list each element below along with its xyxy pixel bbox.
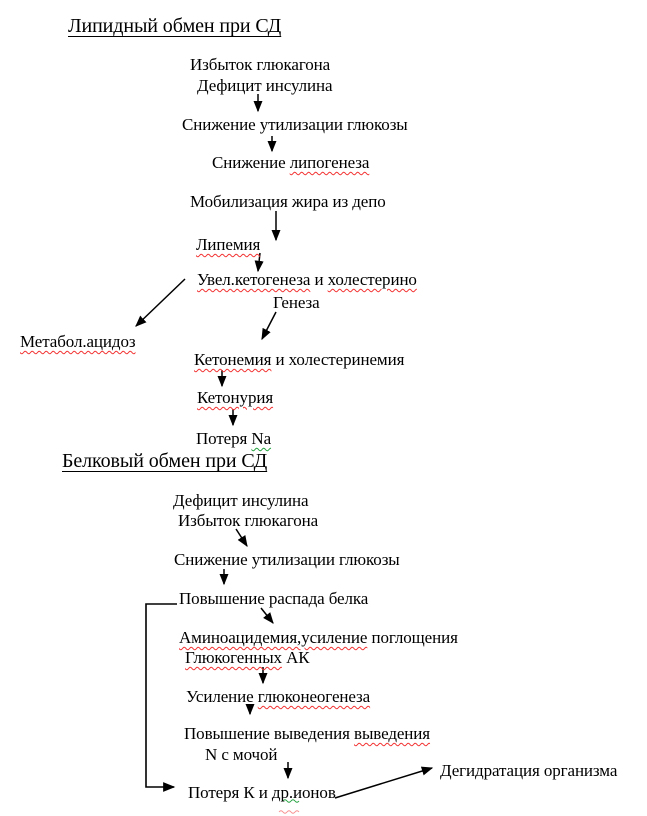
lipid-node-excess-glucagon: Избыток глюкагона — [190, 55, 331, 74]
arrow-lipemia-to-ketogenesis — [258, 253, 260, 271]
protein-node-glucose-utilization: Снижение утилизации глюкозы — [174, 550, 400, 569]
arrow-breakdown-to-aminoacidemia — [261, 608, 273, 623]
protein-node-glucogenic-ak — [185, 648, 310, 668]
spellcheck-squiggle-bottom-fragment — [279, 811, 299, 814]
ketonemia-rest-text: и холестеринемия — [271, 350, 405, 369]
na-loss-prefix: Потеря — [196, 429, 252, 448]
protein-section-title: Белковый обмен при СД — [62, 450, 268, 472]
ketonuria-misspelled-word: Кетонурия — [197, 388, 274, 407]
cholesterol-misspelled-word: холестерино — [327, 270, 417, 289]
lipid-node-ketonemia — [194, 350, 404, 370]
lipid-section-title: Липидный обмен при СД — [68, 15, 282, 37]
na-grammar-word: Na — [251, 429, 272, 448]
lipid-node-fat-mobilization: Мобилизация жира из депо — [190, 192, 386, 211]
ketogenesis-mid-text: и — [310, 270, 328, 289]
gluconeogenesis-prefix: Усиление — [186, 687, 258, 706]
lipid-node-lipogenesis — [212, 153, 369, 173]
lipid-node-metabolic-acidosis — [20, 332, 135, 352]
lipemia-misspelled-word: Липемия — [196, 235, 261, 254]
protein-node-ion-loss: Потеря К и др.ионов — [188, 783, 336, 802]
ketonemia-misspelled-word: Кетонемия — [194, 350, 272, 369]
protein-node-nitrogen-urine: N с мочой — [205, 745, 278, 764]
arrow-glucagon-to-glucose-util — [236, 529, 247, 546]
acidosis-misspelled-word: Метабол.ацидоз — [20, 332, 136, 351]
protein-node-aminoacidemia — [179, 628, 458, 648]
protein-node-insulin-deficit: Дефицит инсулина — [173, 491, 309, 510]
arrow-ketogenesis-to-acidosis — [136, 279, 185, 326]
lipogenesis-misspelled-word: липогенеза — [289, 153, 370, 172]
lipid-node-ketogenesis — [197, 270, 417, 290]
lipid-node-insulin-deficit: Дефицит инсулина — [197, 76, 333, 95]
aminoacidemia-rest-text: поглощения — [367, 628, 458, 647]
lipid-node-ketogenesis-line2: Генеза — [273, 293, 320, 312]
arrow-geneza-to-ketonemia — [262, 312, 276, 339]
protein-node-gluconeogenesis — [186, 687, 370, 707]
protein-node-dehydration: Дегидратация организма — [440, 761, 618, 780]
protein-node-protein-breakdown: Повышение распада белка — [179, 589, 369, 608]
excretion-prefix: Повышение выведения — [184, 724, 355, 743]
lipid-node-glucose-utilization: Снижение утилизации глюкозы — [182, 115, 408, 134]
gluconeogenesis-misspelled-word: глюконеогенеза — [257, 687, 371, 706]
lipid-node-ketonuria — [197, 388, 273, 408]
lipid-node-lipemia — [196, 235, 260, 255]
arrow-ion-loss-to-dehydration — [335, 768, 432, 798]
feedback-arrow-breakdown-to-ion-loss — [146, 604, 177, 787]
excretion-misspelled-word: выведения — [354, 724, 431, 743]
ketogenesis-misspelled-word: Увел.кетогенеза — [197, 270, 311, 289]
aminoacidemia-misspelled-word: Аминоацидемия,усиление — [179, 628, 368, 647]
protein-node-excess-glucagon: Избыток глюкагона — [178, 511, 319, 530]
glucogenic-rest-text: АК — [281, 648, 310, 667]
glucogenic-misspelled-word: Глюкогенных — [185, 648, 282, 667]
protein-node-excretion — [184, 724, 430, 744]
lipogenesis-prefix: Снижение — [212, 153, 290, 172]
lipid-node-na-loss — [196, 429, 271, 449]
